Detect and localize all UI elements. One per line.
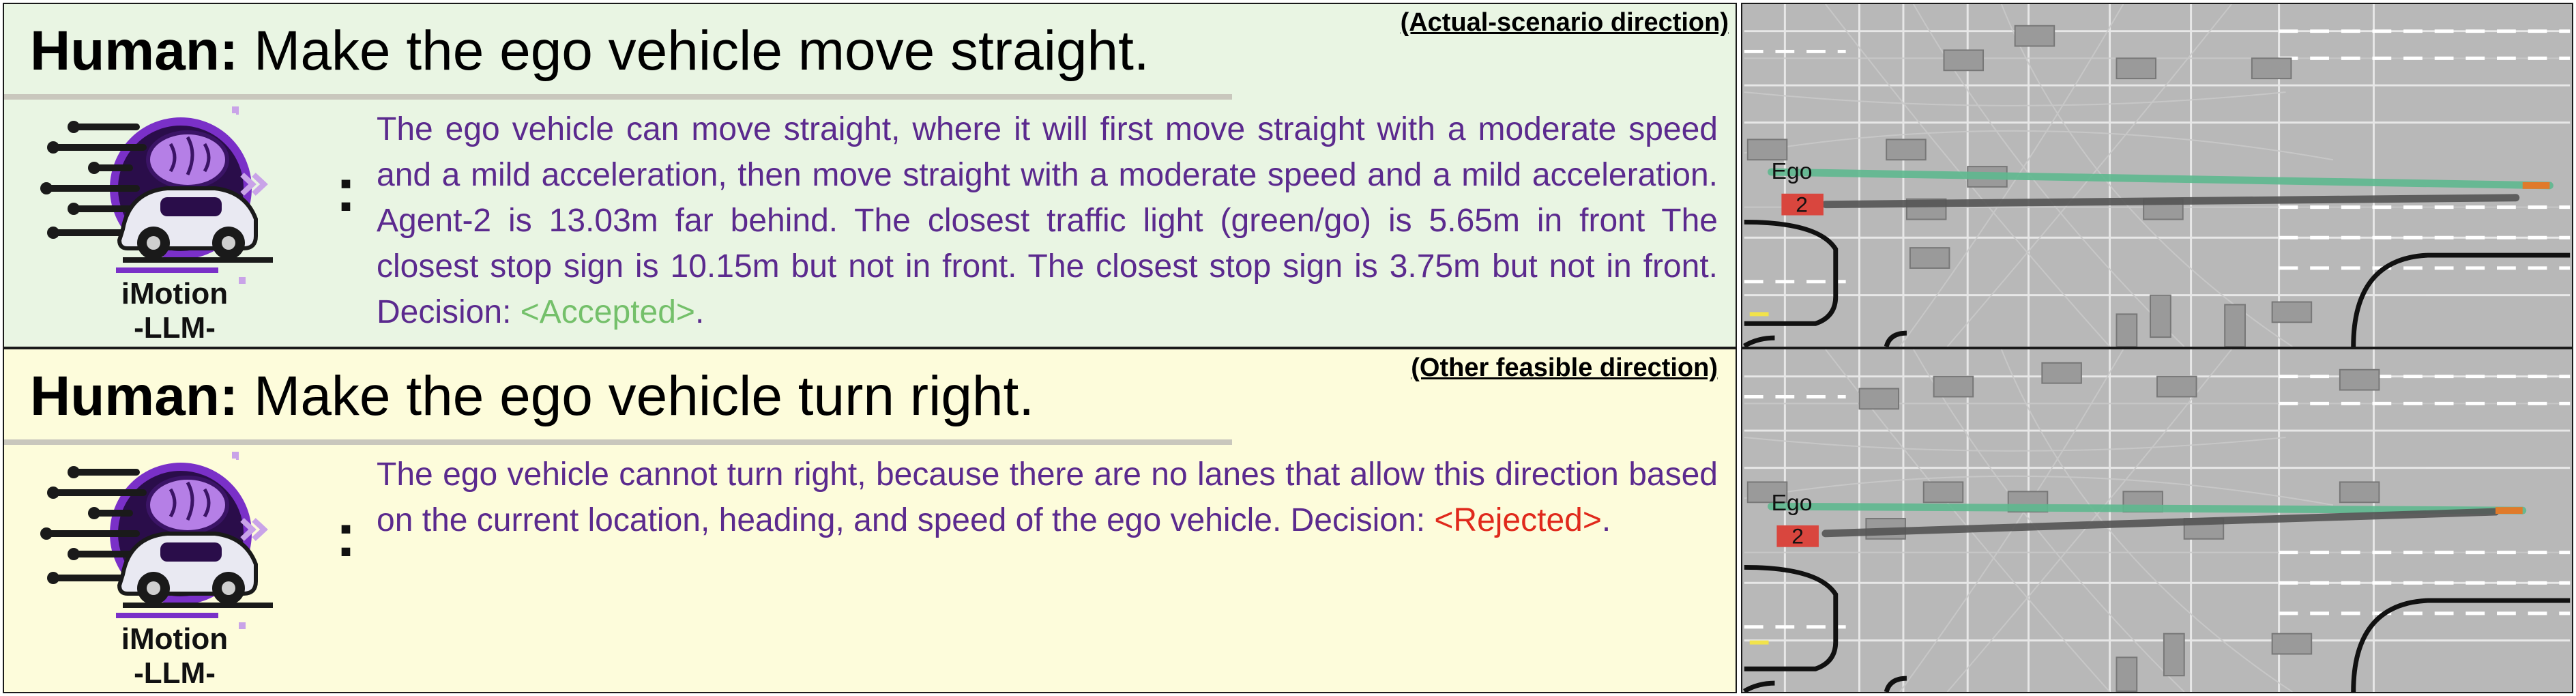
response-text: The ego vehicle cannot turn right, because there are no lanes that allow this direction based on the current location, heading, and speed of the ego vehicle. Decision: xyxy=(377,456,1718,538)
scenario-map-straight xyxy=(1741,3,2573,348)
imotion-llm-logo-icon xyxy=(34,106,307,304)
scenario-panel-right-turn xyxy=(3,348,1737,693)
instruction-text: Make the ego vehicle move straight. xyxy=(254,20,1150,82)
instruction-text: Make the ego vehicle turn right. xyxy=(254,365,1035,427)
ego-label: Ego xyxy=(1771,158,1813,184)
scenario-panel-straight xyxy=(3,3,1737,348)
llm-response xyxy=(377,452,1718,543)
agent-2-label: 2 xyxy=(1796,192,1808,217)
decision-accepted: <Accepted> xyxy=(520,294,695,330)
speaker-colon: : xyxy=(336,156,356,224)
agent-2-trajectory xyxy=(1826,512,2496,534)
divider xyxy=(4,439,1232,445)
scenario-map-right-turn xyxy=(1741,348,2573,693)
logo-subtitle: -LLM- xyxy=(134,311,216,345)
human-instruction xyxy=(30,359,1034,434)
agent-2-label: 2 xyxy=(1791,523,1804,549)
traffic-light-marker xyxy=(1750,641,1769,645)
response-text: The ego vehicle can move straight, where it will first move straight with a moderate speed and a mild acceleration, then move straight with a moderate speed and a mild acceleration. Agent-2 is 13.03m far behind. The closest traffic light (green/go) is 5.65m in front The closest stop sign is 10.15m but not in front. The closest stop sign is 3.75m but not in front. Decision: xyxy=(377,111,1718,330)
ego-trajectory xyxy=(1772,172,2550,186)
logo-subtitle: -LLM- xyxy=(134,656,216,690)
logo-title: iMotion xyxy=(121,277,229,310)
direction-tag: (Other feasible direction) xyxy=(1411,353,1718,382)
road-map xyxy=(1742,4,2572,347)
ego-endpoint xyxy=(2523,182,2550,189)
response-end: . xyxy=(1601,502,1611,538)
human-instruction xyxy=(30,14,1150,89)
road-map xyxy=(1742,349,2572,692)
logo-title: iMotion xyxy=(121,622,229,656)
ego-endpoint xyxy=(2496,507,2523,514)
ego-trajectory xyxy=(1772,506,2523,510)
human-label: Human: xyxy=(30,20,239,82)
traffic-light-marker xyxy=(1750,312,1769,316)
direction-tag: (Actual-scenario direction) xyxy=(1400,8,1729,37)
decision-rejected: <Rejected> xyxy=(1434,502,1602,538)
response-end: . xyxy=(694,294,705,330)
divider xyxy=(4,94,1232,100)
ego-label: Ego xyxy=(1771,490,1813,517)
human-label: Human: xyxy=(30,365,239,427)
llm-response xyxy=(377,106,1718,335)
speaker-colon: : xyxy=(336,502,356,570)
imotion-llm-logo-icon xyxy=(34,452,307,650)
